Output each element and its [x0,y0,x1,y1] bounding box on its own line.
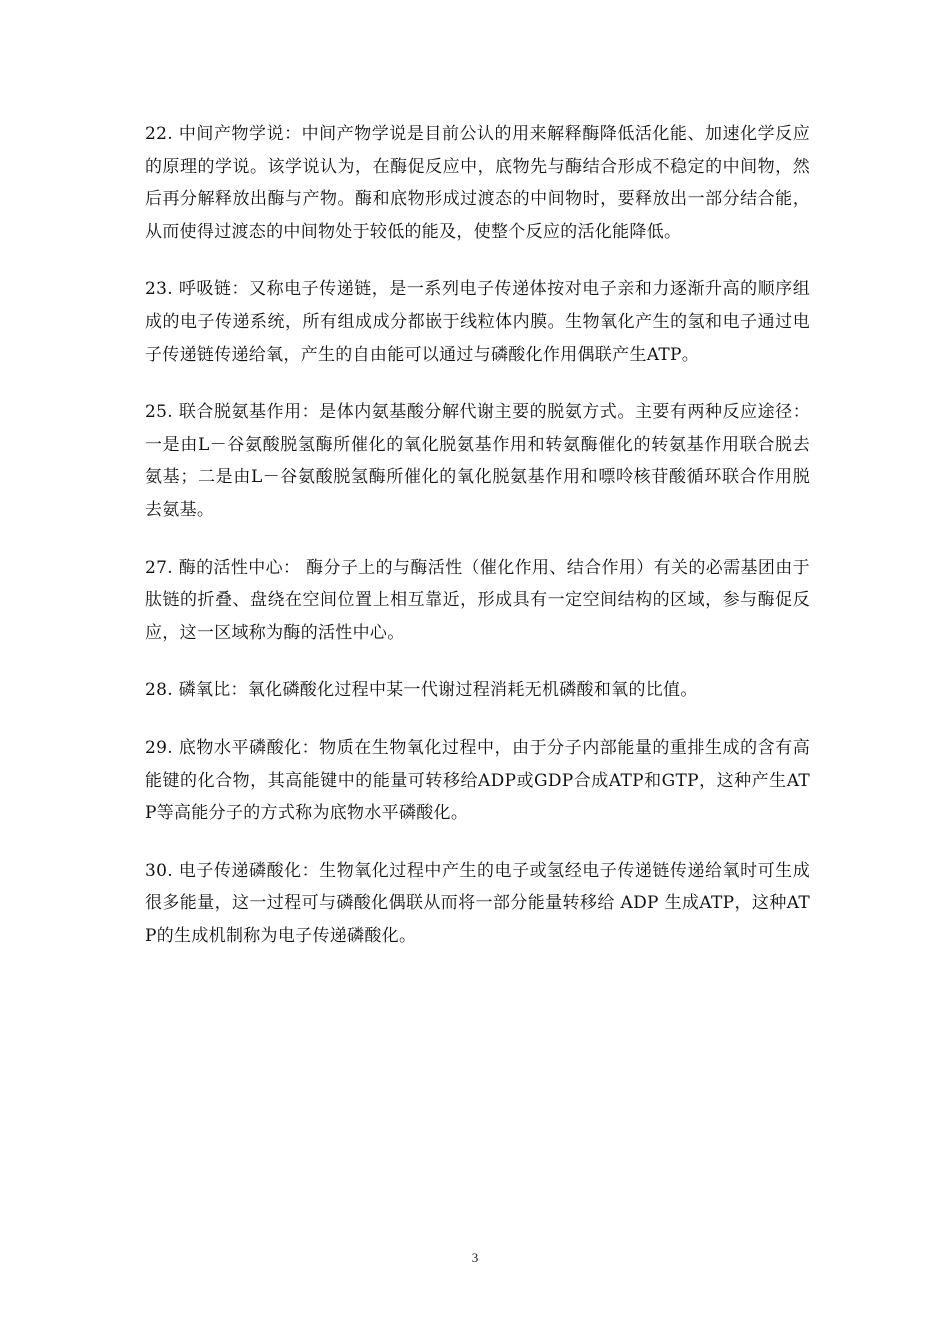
term-entry-23: 23. 呼吸链：又称电子传递链，是一系列电子传递体按对电子亲和力逐渐升高的顺序组成的电子传递系统，所有组成成分都嵌于线粒体内膜。生物氧化产生的氢和电子通过电子传递链传递给氧，产生的自由能可以通过与磷酸化作用偶联产生ATP。 [145,279,810,365]
page-number: 3 [471,1250,479,1265]
term-entry-27: 27. 酶的活性中心： 酶分子上的与酶活性（催化作用、结合作用）有关的必需基团由于肽链的折叠、盘绕在空间位置上相互靠近，形成具有一定空间结构的区域，参与酶促反应，这一区域称为酶的活性中心。 [145,557,810,643]
term-entry-25: 25. 联合脱氨基作用：是体内氨基酸分解代谢主要的脱氨方式。主要有两种反应途径：一是由L－谷氨酸脱氢酶所催化的氧化脱氨基作用和转氨酶催化的转氨基作用联合脱去氨基；二是由L－谷氨酸脱氢酶所催化的氧化脱氨基作用和嘌呤核苷酸循环联合作用脱去氨基。 [145,402,810,520]
term-entry-22: 22. 中间产物学说：中间产物学说是目前公认的用来解释酶降低活化能、加速化学反应的原理的学说。该学说认为，在酶促反应中，底物先与酶结合形成不稳定的中间物，然后再分解释放出酶与产物。酶和底物形成过渡态的中间物时，要释放出一部分结合能，从而使得过渡态的中间物处于较低的能及，使整个反应的活化能降低。 [145,124,810,242]
term-entry-29: 29. 底物水平磷酸化：物质在生物氧化过程中，由于分子内部能量的重排生成的含有高能键的化合物，其高能键中的能量可转移给ADP或GDP合成ATP和GTP，这种产生ATP等高能分子的方式称为底物水平磷酸化。 [145,737,810,824]
term-entry-30: 30. 电子传递磷酸化：生物氧化过程中产生的电子或氢经电子传递链传递给氧时可生成很多能量，这一过程可与磷酸化偶联从而将一部分能量转移给 ADP 生成ATP，这种ATP的生成机制称为电子传递磷酸化。 [145,860,810,946]
document-body [145,118,810,977]
term-entry-28: 28. 磷氧比：氧化磷酸化过程中某一代谢过程消耗无机磷酸和氧的比值。 [145,680,698,701]
